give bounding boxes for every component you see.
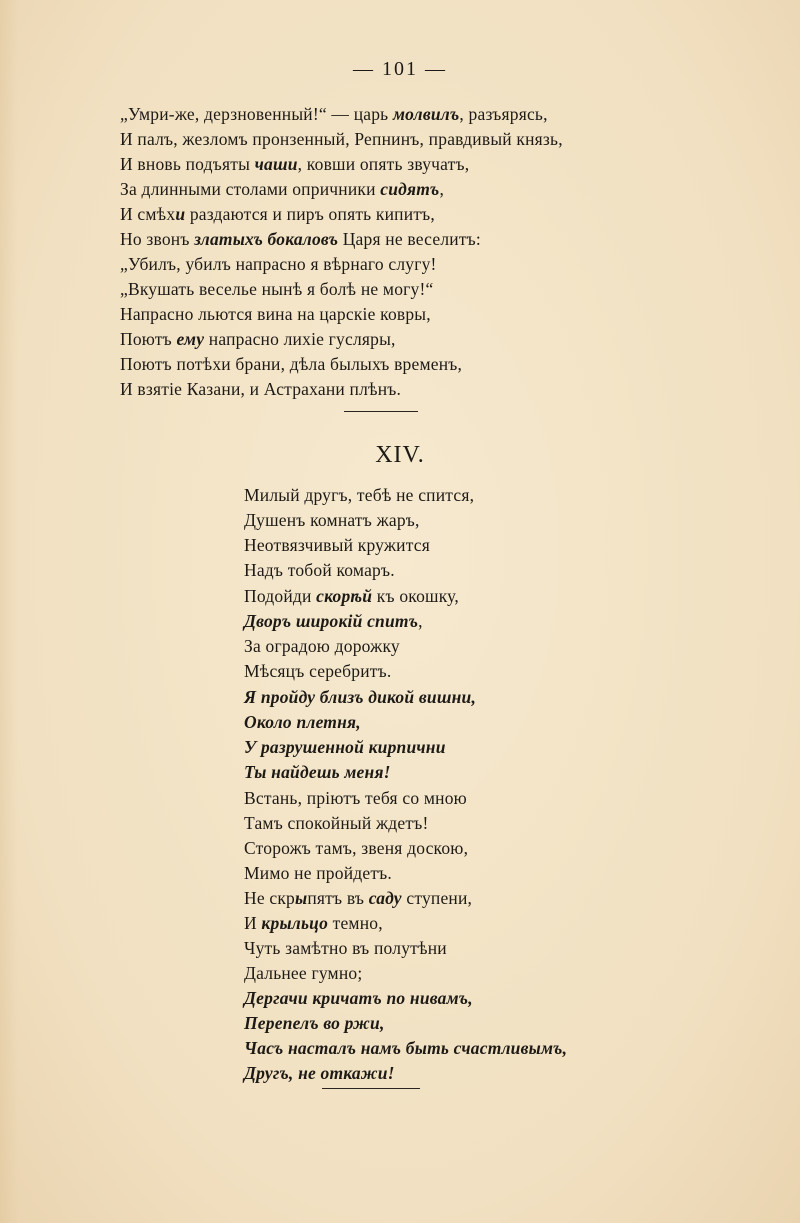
text: Чуть замѣтно въ полутѣни (244, 938, 447, 958)
verse-line (120, 202, 481, 227)
italic-text: и (175, 204, 186, 224)
text: „Вкушать веселье нынѣ я болѣ не могу!“ (120, 279, 434, 299)
verse-line (120, 277, 481, 302)
verse-line (120, 252, 481, 277)
text: Но звонъ (120, 229, 195, 249)
text: Милый другъ, тебѣ не спится, (244, 485, 475, 505)
italic-text: саду (368, 888, 402, 908)
italic-text: чаши (254, 154, 298, 174)
verse-line (244, 659, 459, 684)
text: , (418, 611, 423, 631)
verse-line (120, 177, 563, 202)
text: Напрасно льются вина на царскіе ковры, (120, 304, 431, 324)
italic-text: молвилъ (392, 104, 460, 124)
verse-line (244, 911, 472, 936)
text: Поютъ потѣхи брани, дѣла былыхъ временъ, (120, 354, 463, 374)
end-divider (322, 1088, 420, 1089)
italic-text: Перепелъ во ржи, (244, 1013, 385, 1033)
verse-line (244, 710, 476, 735)
verse-line (120, 377, 462, 402)
verse-line (244, 634, 459, 659)
stanza (244, 786, 468, 886)
verse-line (244, 760, 476, 785)
section-title: XIV. (375, 442, 425, 468)
verse-line (244, 861, 468, 886)
verse-line (244, 936, 472, 961)
text: напрасно лихіе гусляры, (204, 329, 396, 349)
italic-text: скорѣй (316, 586, 373, 606)
text: „Убилъ, убилъ напрасно я вѣрнаго слугу! (120, 254, 437, 274)
stanza (244, 685, 476, 785)
text: пятъ въ (307, 888, 369, 908)
verse-line (244, 961, 472, 986)
stanza (120, 202, 481, 302)
text: „Умри-же, дерзновенный!“ — царь (120, 104, 393, 124)
italic-text: Я пройду близъ дикой вишни, (244, 687, 477, 707)
text: Царя не веселитъ: (338, 229, 481, 249)
verse-line (120, 127, 563, 152)
verse-line (244, 584, 459, 609)
italic-text: Около плетня, (244, 712, 361, 732)
verse-line (244, 533, 474, 558)
text: Подойди (244, 586, 317, 606)
verse-line (244, 1036, 567, 1061)
text: Поютъ (120, 329, 177, 349)
verse-line (244, 685, 476, 710)
verse-line (120, 352, 462, 377)
text: Встань, пріютъ тебя со мною (244, 788, 467, 808)
italic-text: У разрушенной кирпични (244, 737, 446, 757)
stanza (120, 302, 462, 402)
text: Душенъ комнатъ жаръ, (244, 510, 420, 530)
italic-text: Дергачи кричатъ по нивамъ, (244, 988, 473, 1008)
text: къ окошку, (372, 586, 459, 606)
italic-text: Часъ насталъ намъ быть счастливымъ, (244, 1038, 568, 1058)
verse-line (244, 483, 474, 508)
text: Сторожъ тамъ, звеня доскою, (244, 838, 469, 858)
verse-line (120, 152, 563, 177)
stanza (244, 986, 567, 1086)
stanza (244, 584, 459, 684)
page-number: — 101 — (353, 58, 447, 80)
text: Мѣсяцъ серебритъ. (244, 661, 392, 681)
text: И вновь подъяты (120, 154, 255, 174)
verse-line (120, 102, 563, 127)
verse-line (244, 986, 567, 1011)
text: , разъярясь, (459, 104, 548, 124)
text: За оградою дорожку (244, 636, 400, 656)
text: Не скр (244, 888, 295, 908)
verse-line (244, 811, 468, 836)
text: , (439, 179, 445, 199)
verse-line (244, 886, 472, 911)
italic-text: Другъ, не откажи! (244, 1063, 395, 1083)
verse-line (244, 786, 468, 811)
verse-line (244, 735, 476, 760)
verse-line (244, 836, 468, 861)
text: И (244, 913, 262, 933)
verse-line (120, 327, 462, 352)
text: Неотвязчивый кружится (244, 535, 431, 555)
text: ступени, (401, 888, 473, 908)
text: За длинными столами опричники (120, 179, 381, 199)
italic-text: златыхъ бокаловъ (194, 229, 339, 249)
text: раздаются и пиръ опять кипитъ, (185, 204, 435, 224)
verse-line (244, 558, 474, 583)
text: , ковши опять звучатъ, (297, 154, 470, 174)
verse-line (244, 1011, 567, 1036)
verse-line (120, 227, 481, 252)
stanza (244, 886, 472, 986)
italic-text: Дворъ широкій спитъ (244, 611, 419, 631)
italic-text: Ты найдешь меня! (244, 762, 391, 782)
stanza (244, 483, 474, 583)
verse-line (244, 609, 459, 634)
text: Мимо не пройдетъ. (244, 863, 393, 883)
text: Тамъ спокойный ждетъ! (244, 813, 429, 833)
text: темно, (328, 913, 383, 933)
text: И взятіе Казани, и Астрахани плѣнъ. (120, 379, 402, 399)
verse-line (244, 508, 474, 533)
text: Дальнее гумно; (244, 963, 363, 983)
text: Надъ тобой комаръ. (244, 560, 395, 580)
verse-line (120, 302, 462, 327)
verse-line (244, 1061, 567, 1086)
italic-text: крыльцо (261, 913, 329, 933)
italic-text: сидятъ (380, 179, 440, 199)
italic-text: ему (176, 329, 205, 349)
section-divider (344, 411, 418, 412)
italic-text: ы (295, 888, 308, 908)
stanza (120, 102, 563, 202)
text: И палъ, жезломъ пронзенный, Репнинъ, правдивый князь, (120, 129, 563, 149)
text: И смѣх (120, 204, 176, 224)
